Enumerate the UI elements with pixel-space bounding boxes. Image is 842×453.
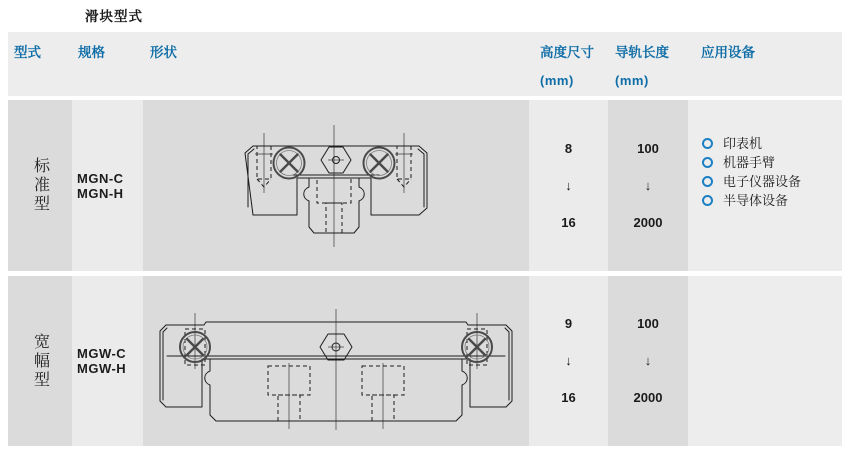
table-row-standard (8, 100, 842, 271)
type-cell-standard (8, 100, 72, 271)
bullet-ring-icon (702, 176, 713, 187)
spec-mgn-c: MGN-C (77, 170, 124, 186)
application-item (702, 172, 842, 191)
application-item (702, 153, 842, 172)
bullet-ring-icon (702, 138, 713, 149)
down-arrow-icon: ↓ (644, 177, 652, 193)
down-arrow-icon: ↓ (644, 353, 652, 368)
height-cell-standard (529, 100, 608, 271)
application-label: 机器手臂 (723, 155, 776, 170)
header-type: 型式 (8, 32, 72, 96)
rail-min: 100 (637, 140, 659, 156)
height-max: 16 (561, 390, 576, 405)
header-height-unit: (mm) (540, 73, 574, 88)
header-spec: 规格 (72, 32, 143, 96)
rail-length-cell-wide (608, 276, 688, 446)
type-label-standard: 标准型 (31, 157, 49, 214)
bullet-ring-icon (702, 195, 713, 206)
type-cell-wide (8, 276, 72, 446)
slider-type-table (8, 32, 842, 446)
application-label: 半导体设备 (723, 193, 789, 208)
height-min: 9 (564, 316, 573, 331)
rail-max: 2000 (633, 214, 663, 230)
application-item (702, 191, 842, 210)
application-cell-wide (688, 276, 842, 446)
header-rail-length-unit: (mm) (615, 73, 649, 88)
rail-min: 100 (637, 316, 659, 331)
application-item (702, 134, 842, 153)
height-min: 8 (564, 140, 573, 156)
rail-max: 2000 (633, 390, 663, 405)
height-max: 16 (561, 214, 576, 230)
mgw-cross-section-drawing (154, 309, 518, 431)
header-shape: 形状 (143, 32, 529, 96)
header-application: 应用设备 (688, 32, 842, 96)
header-height (529, 32, 608, 96)
shape-cell-standard (143, 100, 529, 271)
spec-cell-standard (72, 100, 143, 271)
application-label: 印表机 (723, 136, 763, 151)
down-arrow-icon: ↓ (565, 177, 572, 193)
application-cell-standard (688, 100, 842, 271)
height-cell-wide (529, 276, 608, 446)
table-row-wide (8, 276, 842, 446)
spec-cell-wide (72, 276, 143, 446)
mgn-cross-section-drawing (238, 123, 434, 249)
shape-cell-wide (143, 276, 529, 446)
type-label-wide: 宽幅型 (31, 332, 49, 390)
bullet-ring-icon (702, 157, 713, 168)
spec-mgw-h: MGW-H (77, 361, 127, 376)
section-title: 滑块型式 (85, 9, 143, 24)
rail-length-cell-standard (608, 100, 688, 271)
header-rail-length (608, 32, 688, 96)
spec-mgw-c: MGW-C (77, 346, 127, 361)
spec-mgn-h: MGN-H (77, 185, 124, 201)
header-height-label: 高度尺寸 (540, 45, 594, 60)
header-rail-length-label: 导轨长度 (615, 45, 669, 60)
down-arrow-icon: ↓ (565, 353, 572, 368)
table-header-row (8, 32, 842, 96)
application-label: 电子仪器设备 (723, 174, 802, 189)
